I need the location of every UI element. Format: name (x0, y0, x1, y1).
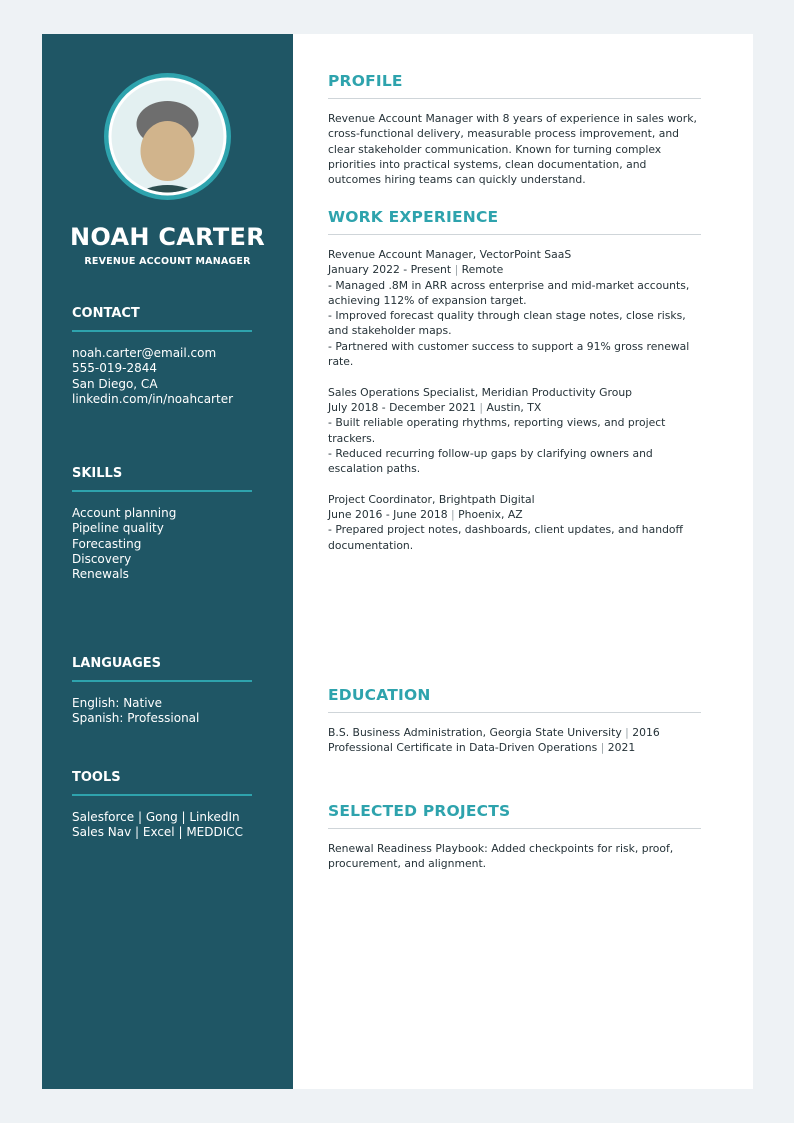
education-name: B.S. Business Administration, Georgia State University (328, 726, 622, 739)
profile-section (328, 71, 701, 187)
job-title: Sales Operations Specialist, Meridian Productivity Group (328, 385, 633, 399)
skills-heading: SKILLS (72, 466, 123, 481)
skill-item: Account planning (72, 506, 177, 520)
job-location: Phoenix, AZ (458, 508, 523, 522)
skills-divider (72, 490, 252, 492)
education-item (328, 740, 701, 755)
job-entry (328, 385, 701, 477)
job-bullet: - Partnered with customer success to support a 91% gross renewal rate. (328, 339, 690, 369)
contact-linkedin: linkedin.com/in/noahcarter (72, 391, 234, 406)
job-entry (328, 247, 701, 369)
job-title: Project Coordinator, Brightpath Digital (328, 492, 535, 506)
tools-list: Salesforce | Gong | LinkedIn Sales Nav | Excel | MEDDICC (72, 810, 244, 840)
job-dates: July 2018 - December 2021 (328, 400, 476, 414)
person-avatar-icon (104, 73, 231, 200)
candidate-name: NOAH CARTER (70, 223, 265, 251)
profile-heading: PROFILE (328, 72, 403, 90)
job-bullet: - Managed .8M in ARR across enterprise and mid-market accounts, achieving 112% of expansion target. (328, 278, 690, 307)
separator: | (600, 741, 605, 755)
contact-divider (72, 330, 252, 332)
contact-heading: CONTACT (72, 306, 140, 321)
language-item: English: Native (72, 696, 163, 710)
contact-location: San Diego, CA (72, 376, 158, 391)
projects-heading: SELECTED PROJECTS (328, 802, 511, 820)
contact-email: noah.carter@email.com (72, 346, 217, 360)
education-divider (328, 712, 701, 713)
sidebar (42, 34, 293, 1089)
skill-item: Discovery (72, 551, 132, 566)
job-location: Remote (461, 263, 504, 277)
languages-divider (72, 680, 252, 682)
projects-divider (328, 828, 701, 829)
languages-section (72, 656, 252, 727)
education-heading: EDUCATION (328, 686, 431, 704)
tools-section (72, 770, 252, 841)
job-bullet: - Prepared project notes, dashboards, client updates, and handoff documentation. (328, 523, 683, 552)
project-description: Renewal Readiness Playbook: Added checkpoints for risk, proof, procurement, and alignment. (328, 842, 674, 871)
contact-section (72, 306, 252, 407)
experience-divider (328, 234, 701, 235)
job-meta (328, 507, 701, 522)
job-bullet: - Reduced recurring follow-up gaps by clarifying owners and escalation paths. (328, 446, 653, 476)
job-title: Revenue Account Manager, VectorPoint SaaS (328, 248, 572, 261)
separator: | (454, 263, 459, 277)
separator: | (451, 508, 455, 522)
profile-summary: Revenue Account Manager with 8 years of experience in sales work, cross-functional delivery, measurable process improvement, and clear stakeholder communication. Known for turning complex priorities into practical systems, clean documentation, and outcomes hiring teams can quickly understand. (328, 112, 697, 187)
skill-item: Renewals (72, 567, 129, 582)
job-dates: January 2022 - Present (328, 263, 452, 277)
job-meta (328, 400, 701, 415)
education-year: 2021 (607, 741, 636, 755)
contact-phone: 555-019-2844 (72, 361, 158, 376)
education-year: 2016 (632, 726, 660, 739)
candidate-role: REVENUE ACCOUNT MANAGER (84, 256, 251, 267)
job-entry (328, 492, 701, 553)
projects-section (328, 801, 701, 872)
education-section (328, 685, 701, 756)
tools-heading: TOOLS (72, 770, 121, 785)
experience-heading: WORK EXPERIENCE (328, 208, 499, 226)
languages-heading: LANGUAGES (72, 656, 162, 671)
language-item: Spanish: Professional (72, 711, 200, 726)
profile-divider (328, 98, 701, 99)
job-meta (328, 262, 701, 277)
job-bullet: - Built reliable operating rhythms, reporting views, and project trackers. (328, 416, 666, 445)
separator: | (479, 400, 484, 414)
tools-divider (72, 794, 252, 796)
experience-section (328, 207, 701, 568)
resume-page (42, 34, 753, 1089)
education-name: Professional Certificate in Data-Driven Operations (328, 741, 598, 755)
skill-item: Forecasting (72, 536, 142, 551)
skill-item: Pipeline quality (72, 521, 164, 536)
separator: | (625, 726, 629, 739)
job-bullet: - Improved forecast quality through clean stage notes, close risks, and stakeholder maps. (328, 309, 686, 338)
job-dates: June 2016 - June 2018 (328, 508, 448, 522)
skills-section (72, 466, 252, 582)
education-item (328, 725, 701, 740)
job-location: Austin, TX (486, 400, 542, 414)
